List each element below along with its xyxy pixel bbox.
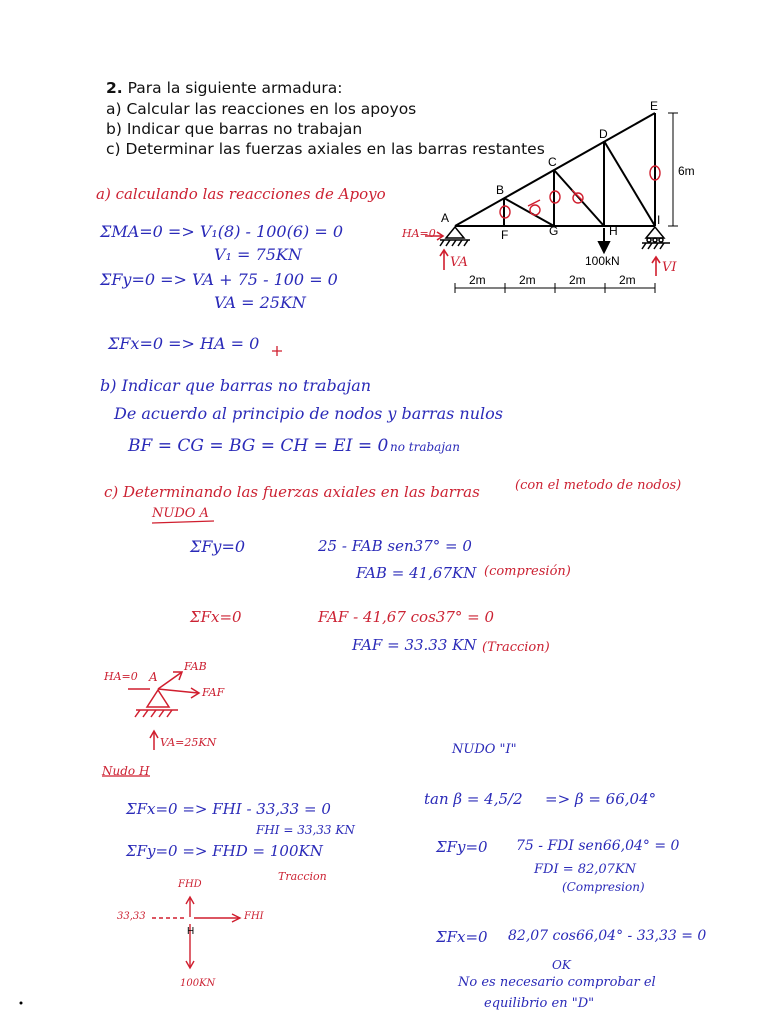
node-label-g: G <box>549 224 559 238</box>
node-a-eq1-note: (compresión) <box>484 564 571 579</box>
fbd-a-fab: FAB <box>184 660 207 673</box>
node-h-eq1-result: FHI = 33,33 KN <box>256 823 355 837</box>
problem-item-b: b) Indicar que barras no trabajan <box>106 120 363 138</box>
ha-label: HA=0 <box>402 227 436 240</box>
node-i-eq2: ΣFy=0 <box>436 838 488 856</box>
node-label-b: B <box>496 183 505 197</box>
part-a-eq2-result: VA = 25KN <box>214 293 306 312</box>
support-i <box>642 227 670 249</box>
load-label: 100kN <box>585 254 620 268</box>
fbd-a-va: VA=25KN <box>160 736 217 749</box>
fbd-a-faf: FAF <box>202 686 225 699</box>
part-a-heading: a) calculando las reacciones de Apoyo <box>96 185 386 203</box>
fbd-h-fhi: FHI <box>244 911 264 922</box>
span-label-1: 2m <box>469 273 486 287</box>
node-label-i: I <box>657 213 661 227</box>
node-i-eq1: tan β = 4,5/2 <box>424 790 523 808</box>
node-h-eq2: ΣFy=0 => FHD = 100KN <box>126 842 323 860</box>
fbd-h-left: 33,33 <box>117 911 146 922</box>
node-i-note2: equilibrio en "D" <box>484 996 595 1011</box>
fbd-h-fhd: FHD <box>178 879 202 890</box>
problem-item-a: a) Calcular las reacciones en los apoyos <box>106 100 417 118</box>
height-label: 6m <box>678 164 695 178</box>
node-i-eq3-expr: 82,07 cos66,04° - 33,33 = 0 <box>508 928 707 944</box>
node-h-eq2-note: Traccion <box>278 870 327 883</box>
node-label-a: A <box>441 211 450 225</box>
problem-number: 2. <box>106 79 123 97</box>
fbd-a-ha: HA=0 <box>104 670 138 683</box>
dimension-height <box>668 113 678 226</box>
node-a-eq2-expr: FAF - 41,67 cos37° = 0 <box>318 608 495 626</box>
fbd-h-node: H <box>187 926 195 937</box>
problem-item-c: c) Determinar las fuerzas axiales en las barras restantes <box>106 140 545 158</box>
node-h-title: Nudo H <box>102 764 150 778</box>
member-bg <box>504 198 554 226</box>
member-ch <box>554 170 604 226</box>
node-label-d: D <box>599 127 608 141</box>
support-a <box>440 227 470 246</box>
node-label-e: E <box>650 99 659 113</box>
fbd-node-h <box>152 897 240 968</box>
node-a-title: NUDO A <box>152 506 209 521</box>
problem-intro-text: Para la siguiente armadura: <box>127 79 343 97</box>
part-b-note: no trabajan <box>390 440 460 454</box>
span-label-2: 2m <box>519 273 536 287</box>
va-label: VA <box>450 255 468 270</box>
node-i-title: NUDO "I" <box>452 742 517 757</box>
part-b-line2: BF = CG = BG = CH = EI = 0 <box>128 436 389 456</box>
node-a-eq1-result: FAB = 41,67KN <box>356 564 477 582</box>
node-a-eq1: ΣFy=0 <box>190 537 246 556</box>
member-di <box>604 141 655 226</box>
part-c-heading: c) Determinando las fuerzas axiales en las barras <box>104 483 480 501</box>
node-i-eq2-expr: 75 - FDI sen66,04° = 0 <box>516 838 680 854</box>
part-c-method: (con el metodo de nodos) <box>515 478 682 493</box>
node-i-eq1-result: => β = 66,04° <box>545 790 657 808</box>
node-i-eq2-note: (Compresion) <box>562 880 645 894</box>
part-a-eq3: ΣFx=0 => HA = 0 <box>108 334 260 353</box>
node-label-f: F <box>501 228 509 242</box>
vi-label: VI <box>662 260 677 275</box>
node-i-eq3: ΣFx=0 <box>436 928 488 946</box>
node-label-c: C <box>548 155 557 169</box>
part-a-eq2: ΣFy=0 => VA + 75 - 100 = 0 <box>100 270 338 289</box>
fbd-a-node: A <box>149 670 158 684</box>
part-b-line1: De acuerdo al principio de nodos y barras nulos <box>114 404 503 423</box>
node-a-eq2: ΣFx=0 <box>190 608 242 626</box>
node-h-eq1: ΣFx=0 => FHI - 33,33 = 0 <box>126 800 331 818</box>
span-label-3: 2m <box>569 273 586 287</box>
node-a-eq2-note: (Traccion) <box>482 640 550 655</box>
span-label-4: 2m <box>619 273 636 287</box>
part-a-eq1-result: V₁ = 75KN <box>214 245 302 264</box>
load-arrow <box>599 228 609 252</box>
page-dot <box>20 1002 23 1005</box>
part-b-heading: b) Indicar que barras no trabajan <box>100 376 372 395</box>
node-i-eq2-result: FDI = 82,07KN <box>534 862 637 877</box>
node-i-eq3-ok: OK <box>552 958 571 972</box>
node-a-eq2-result: FAF = 33.33 KN <box>352 636 477 654</box>
truss-members <box>455 113 655 226</box>
node-a-eq1-expr: 25 - FAB sen37° = 0 <box>318 537 472 555</box>
fbd-h-load: 100KN <box>180 978 216 989</box>
part-a-eq1: ΣMA=0 => V₁(8) - 100(6) = 0 <box>100 222 343 241</box>
node-label-h: H <box>609 224 618 238</box>
node-i-note1: No es necesario comprobar el <box>458 975 656 990</box>
